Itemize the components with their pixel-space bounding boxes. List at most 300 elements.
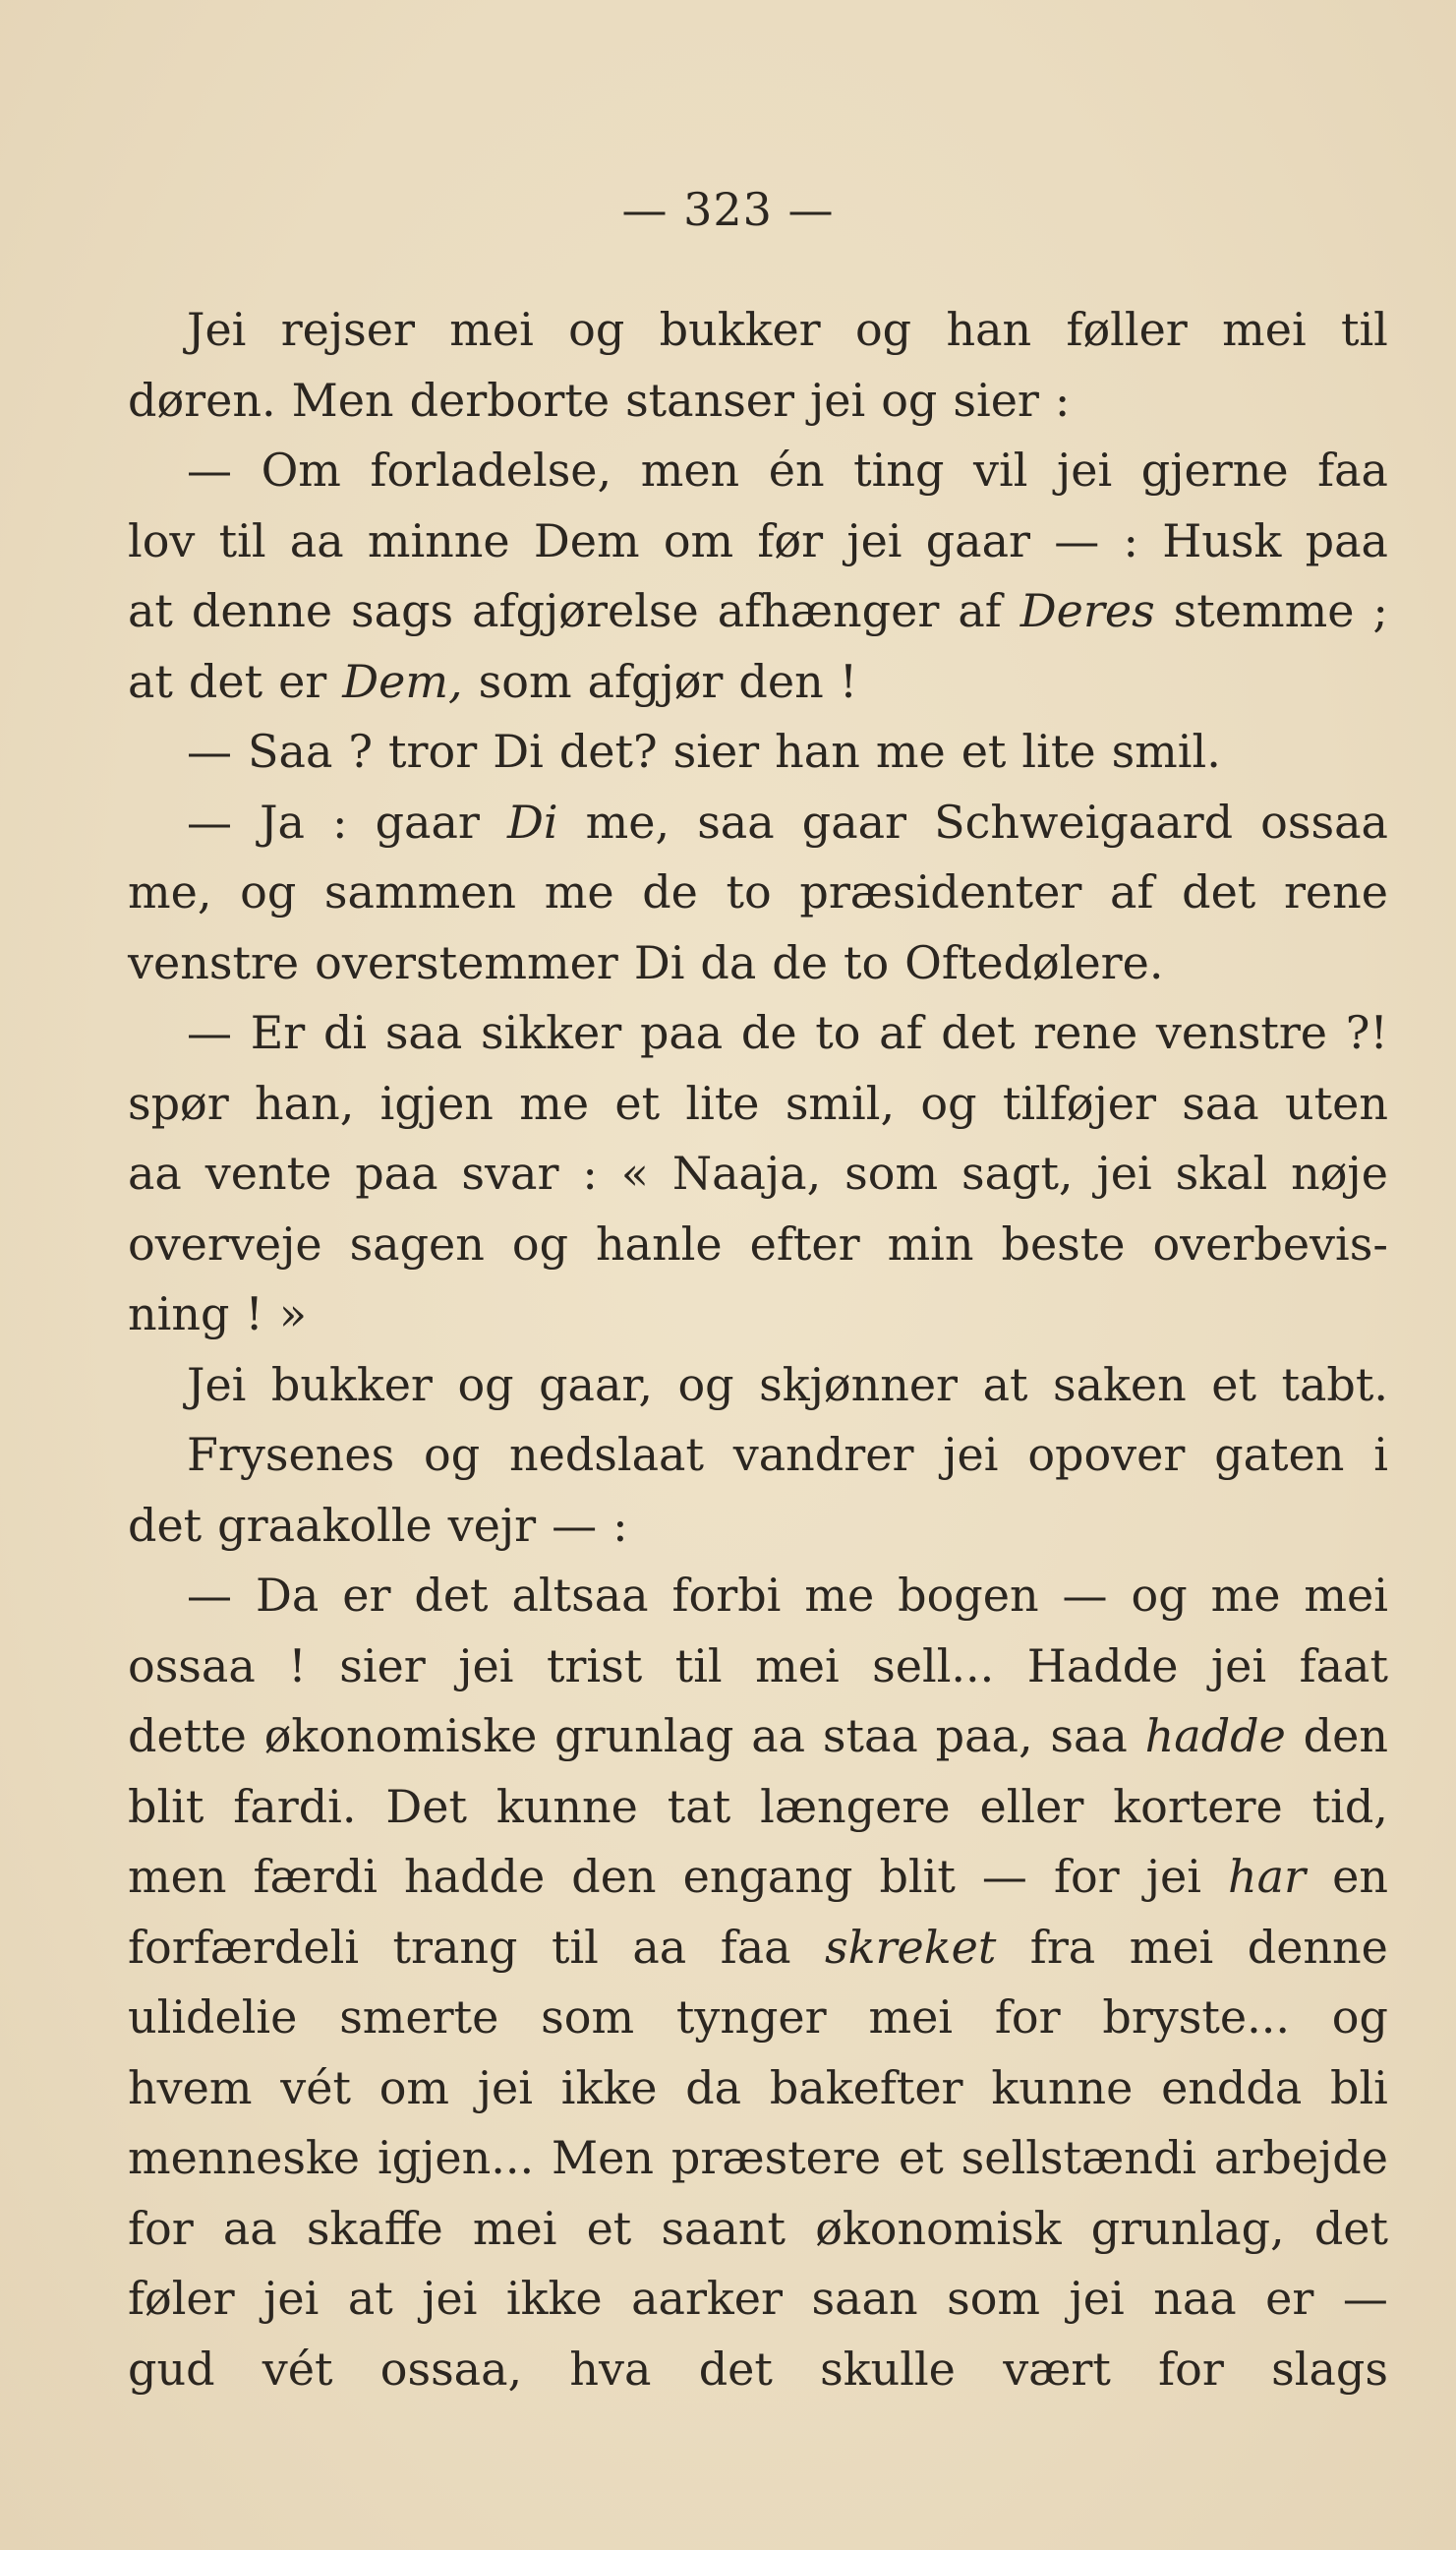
word: at [347,2272,393,2325]
word: og [511,1216,569,1271]
word: rene [1283,865,1388,919]
text-line [128,1350,1388,1421]
word: — [187,725,232,778]
word: han, [255,1076,355,1130]
word: at [982,1357,1028,1411]
word: forladelse, [370,444,612,497]
word: og [568,303,625,356]
word: de [772,935,828,989]
word: — [187,795,232,849]
word: skreket [825,1920,997,1974]
word: men [128,1850,227,1903]
word: aa [222,2201,277,2255]
word: om [663,513,734,567]
word: det [1313,2201,1388,2255]
word: et [1211,1357,1256,1411]
text-line [128,506,1388,577]
word: forfærdeli [128,1920,360,1974]
word: sammen [323,865,517,919]
word: me, [585,795,670,849]
word: fra [1029,1920,1096,1974]
word: ?! [1345,1006,1388,1059]
word: og [854,303,912,356]
word: det? [558,725,658,778]
text-line [128,2123,1388,2194]
word: gaar, [539,1357,653,1411]
word: — [1062,1569,1108,1622]
word: og [457,1357,514,1411]
word: aa [632,1920,687,1974]
word: endda [1161,2060,1303,2114]
word: Dem [533,513,640,567]
word: eller [979,1779,1084,1833]
word: kortere [1113,1779,1283,1833]
word: økonomiske [263,1709,538,1762]
word: vil [973,444,1028,497]
word: saant [661,2201,786,2255]
word: « [620,1147,649,1200]
word: bukker [270,1357,433,1411]
word: den [738,654,824,708]
word: gaar [375,795,480,849]
word: lite [1021,725,1096,778]
text-line [128,1491,1388,1562]
word: overbevis- [1152,1216,1388,1271]
body-text [128,295,1388,2404]
word: venstre [128,935,300,989]
word: han [775,725,860,778]
word: de [740,1006,797,1059]
word: ! [288,1638,307,1692]
word: gaar [925,513,1031,567]
word: Jei [187,303,247,356]
text-line [128,2194,1388,2265]
word: præsidenter [799,865,1082,919]
text-line [128,788,1388,859]
word: sikker [480,1006,622,1059]
word: færdi [253,1850,378,1903]
text-line [128,576,1388,647]
word: aarker [631,2272,784,2325]
word: arbejde [1213,2131,1388,2184]
word: døren. [128,373,276,427]
word: jei [846,513,903,567]
text-line [128,1561,1388,1631]
text-line [128,1913,1388,1984]
word: bogen [898,1569,1039,1622]
word: paa [639,1006,724,1059]
word: paa [1305,513,1388,567]
word: me, [128,865,212,919]
word: grunlag [554,1709,734,1762]
word: til [218,513,266,567]
word: Er [250,1006,306,1059]
word: forbi [671,1569,782,1622]
word: minne [367,513,510,567]
word: saa [1182,1076,1259,1130]
word: det [414,1569,489,1622]
word: naa [1153,2272,1237,2325]
word: rene [1033,1006,1138,1059]
word: — [187,444,232,497]
word: er [342,1569,391,1622]
word: — [187,1569,232,1622]
word: aa [128,1147,182,1200]
word: jei [1210,1638,1267,1692]
word: tat [667,1779,731,1833]
word: og [424,1428,481,1481]
word: det [188,654,263,708]
word: tilføjer [1002,1076,1156,1130]
word: et [899,2131,944,2184]
text-line [128,998,1388,1069]
text-line [128,858,1388,928]
word: — [1342,2272,1388,2325]
word: ossaa, [379,2342,523,2396]
word: Di [493,725,544,778]
word: di [322,1006,368,1059]
word: — [981,1850,1027,1903]
word: smil. [1111,725,1221,778]
word: fardi. [233,1779,357,1833]
word: et [961,725,1007,778]
word: Deres [1019,584,1155,637]
word: som [844,1147,939,1200]
word: Jei [187,1357,247,1411]
word: staa [822,1709,918,1762]
word: ikke [505,2272,603,2325]
word: ikke [560,2060,658,2114]
word: kunne [495,1779,638,1833]
word: tynger [675,1990,827,2044]
word: svar [461,1147,559,1200]
word: ossaa [1260,795,1388,849]
word: uten [1285,1076,1388,1130]
word: bakefter [769,2060,963,2114]
word: og [1131,1569,1188,1622]
word: den [571,1850,657,1903]
word: føller [1066,303,1188,356]
word: hva [569,2342,652,2396]
text-line [128,2264,1388,2335]
word: gaten [1214,1428,1345,1481]
text-line [128,1772,1388,1843]
word: igjen [379,1076,494,1130]
word: for [1053,1850,1120,1903]
text-line [128,928,1388,999]
word: hadde [404,1850,546,1903]
word: sagen [349,1216,485,1271]
word: jei [1057,444,1113,497]
word: er [278,654,327,708]
word: stanser [625,373,795,427]
word: som [947,2272,1041,2325]
word: dette [128,1709,247,1762]
word: jei [422,2272,478,2325]
word: Det [385,1779,467,1833]
word: denne [191,584,333,637]
word: efter [749,1216,860,1271]
word: nøje [1291,1147,1388,1200]
word: at [128,654,173,708]
word: stemme [1173,584,1355,637]
word: grunlag, [1090,2201,1285,2255]
word: to [843,935,890,989]
word: det [1182,865,1256,919]
word: og [881,373,938,427]
word: trist [546,1638,643,1692]
word: før [757,513,824,567]
word: — [1054,513,1100,567]
word: sellstændi [961,2131,1197,2184]
word: me [875,725,946,778]
word: afgjørelse [472,584,699,637]
word: faat [1299,1638,1388,1692]
word: aa [751,1709,806,1762]
word: Saa [248,725,333,778]
word: hvem [128,2060,253,2114]
word: » [278,1287,308,1340]
word: ulidelie [128,1990,298,2044]
word: at [128,584,173,637]
word: faa [1317,444,1388,497]
word: mei [472,2201,557,2255]
word: Schweigaard [934,795,1234,849]
text-line [128,366,1388,437]
text-line [128,647,1388,718]
word: de [642,865,698,919]
word: ! [245,1287,263,1340]
word: mei [755,1638,840,1692]
word: vejr [447,1498,537,1552]
word: blit [879,1850,956,1903]
word: : [582,1147,598,1200]
word: tabt. [1281,1357,1388,1411]
word: to [726,865,772,919]
word: og [677,1357,734,1411]
word: Frysenes [187,1428,395,1481]
word: opover [1027,1428,1186,1481]
text-line [128,1701,1388,1772]
word: saken [1053,1357,1187,1411]
word: Men [552,2131,654,2184]
word: gjerne [1140,444,1289,497]
word: ; [1372,584,1388,637]
text-line [128,2053,1388,2124]
word: altsaa [511,1569,649,1622]
word: til [551,1920,599,1974]
word: for [128,2201,194,2255]
word: mei [1304,1569,1388,1622]
word: vandrer [732,1428,914,1481]
word: ting [853,444,945,497]
word: venstre [1155,1006,1328,1059]
word: af [1110,865,1154,919]
word: Men [291,373,394,427]
word: Dem, [342,654,463,708]
text-line [128,295,1388,366]
word: men [640,444,740,497]
word: økonomisk [815,2201,1062,2255]
word: : [1054,373,1071,427]
word: Oftedølere. [904,935,1164,989]
word: lite [685,1076,760,1130]
word: Naaja, [671,1147,822,1200]
text-line [128,1069,1388,1140]
word: vente [204,1147,332,1200]
word: jei [810,373,866,427]
word: Di [506,795,558,849]
word: mei [868,1990,954,2044]
word: mei [449,303,534,356]
word: for [994,1990,1061,2044]
text-line [128,436,1388,506]
word: : [612,1498,628,1552]
word: bryste... [1102,1990,1290,2044]
word: gud [128,2342,215,2396]
word: gaar [801,795,907,849]
word: me [1210,1569,1281,1622]
word: sell... [872,1638,995,1692]
word: som [541,1990,635,2044]
word: han [946,303,1032,356]
word: jei [943,1428,999,1481]
word: af [879,1006,923,1059]
word: det [941,1006,1016,1059]
word: trang [392,1920,518,1974]
word: saa [1050,1709,1128,1762]
word: me [519,1076,590,1130]
word: den [1303,1709,1388,1762]
word: saan [811,2272,918,2325]
word: skjønner [759,1357,959,1411]
word: et [586,2201,632,2255]
word: Husk [1162,513,1282,567]
word: da [700,935,757,989]
word: ? [348,725,374,778]
word: og [240,865,297,919]
text-line [128,2335,1388,2405]
word: er [1265,2272,1314,2325]
word: tid, [1311,1779,1388,1833]
word: aa [289,513,344,567]
word: præstere [670,2131,882,2184]
word: faa [720,1920,791,1974]
text-line [128,1279,1388,1350]
word: min [887,1216,974,1271]
text-line [128,1210,1388,1280]
word: vært [1003,2342,1111,2396]
word: til [1340,303,1388,356]
word: skaffe [306,2201,443,2255]
word: og [920,1076,977,1130]
word: derborte [409,373,611,427]
word: paa [355,1147,438,1200]
text-line [128,1983,1388,2053]
word: Di [633,935,685,989]
word: bukker [659,303,821,356]
word: har [1228,1850,1307,1903]
word: ning [128,1287,230,1340]
text-line [128,1842,1388,1913]
word: skal [1175,1147,1268,1200]
word: hanle [596,1216,723,1271]
word: : [332,795,348,849]
word: jei [1096,1147,1152,1200]
word: hadde [1144,1709,1286,1762]
word: sier [953,373,1039,427]
word: da [685,2060,742,2114]
word: bli [1330,2060,1388,2114]
word: sier [339,1638,426,1692]
word: spør [128,1076,229,1130]
word: én [768,444,825,497]
word: kunne [991,2060,1134,2114]
word: lov [128,513,196,567]
word: overstemmer [315,935,618,989]
word: et [614,1076,661,1130]
word: det [128,1498,203,1552]
word: som [478,654,572,708]
word: og [1331,1990,1388,2044]
word: Da [255,1569,320,1622]
word: graakolle [217,1498,433,1552]
word: mei [1222,303,1307,356]
word: til [674,1638,723,1692]
word: skulle [820,2342,956,2396]
word: føler [128,2272,235,2325]
word: overveje [128,1216,322,1271]
word: paa, [935,1709,1033,1762]
word: jei [1145,1850,1201,1903]
word: vét [262,2342,333,2396]
word: for [1158,2342,1224,2396]
word: jei [477,2060,533,2114]
word: blit [128,1779,204,1833]
word: — [187,1006,232,1059]
word: saa [697,795,775,849]
word: saa [384,1006,463,1059]
page-number: — 323 — [621,183,835,236]
word: beste [1001,1216,1126,1271]
word: tror [388,725,478,778]
word: afhænger [717,584,940,637]
word: sags [351,584,454,637]
word: ossaa [128,1638,256,1692]
word: ! [839,654,858,708]
word: slags [1271,2342,1388,2396]
word: sier [672,725,760,778]
text-line [128,1420,1388,1491]
word: afgjør [587,654,724,708]
text-line [128,717,1388,788]
word: rejser [280,303,415,356]
word: i [1373,1428,1388,1481]
word: menneske [128,2131,361,2184]
text-line [128,1631,1388,1702]
word: længere [760,1779,951,1833]
word: : [1123,513,1138,567]
word: vét [280,2060,351,2114]
word: jei [1069,2272,1125,2325]
word: me [804,1569,875,1622]
word: engang [682,1850,853,1903]
word: en [1332,1850,1388,1903]
word: jei [458,1638,514,1692]
word: af [958,584,1002,637]
word: Ja [260,795,305,849]
word: igjen... [377,2131,535,2184]
